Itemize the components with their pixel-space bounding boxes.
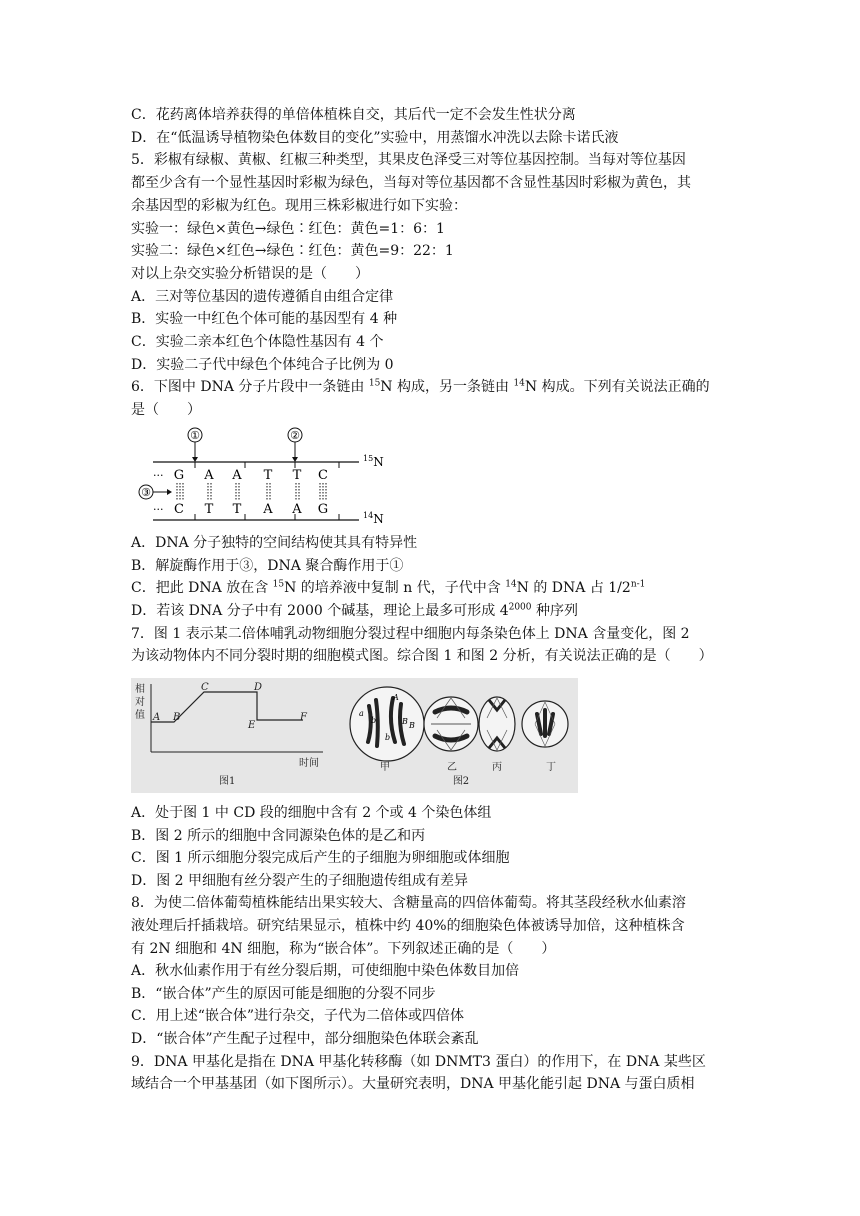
superscript: 15 xyxy=(368,378,381,389)
base-top-4: T xyxy=(263,468,273,483)
text-run: N 的 DNA 占 1/2 xyxy=(516,580,631,596)
base-bottom-4: A xyxy=(263,502,273,517)
q5-experiment1: 实验一：绿色×黄色→绿色∶红色：黄色=1：6：1 xyxy=(131,221,445,237)
superscript: 15 xyxy=(272,579,285,590)
text-run: N 的培养液中复制 n 代，子代中含 xyxy=(284,580,506,596)
fig1-ylabel-1: 相 xyxy=(135,684,145,695)
svg-text:②: ② xyxy=(290,429,300,442)
svg-text:A: A xyxy=(393,693,399,702)
dots-top: ··· xyxy=(153,469,164,482)
cell-label-jia: 甲 xyxy=(380,762,390,773)
fig1-ylabel-2: 对 xyxy=(135,697,145,708)
cell-yi xyxy=(424,697,478,751)
q6-option-b: B．解旋酶作用于③，DNA 聚合酶作用于① xyxy=(131,558,404,574)
q8-option-c: C．用上述“嵌合体”进行杂交，子代为二倍体或四倍体 xyxy=(131,1008,465,1024)
q5-option-d: D．实验二子代中绿色个体纯合子比例为 0 xyxy=(131,357,394,373)
q7-option-c: C．图 1 所示细胞分裂完成后产生的子细胞为卵细胞或体细胞 xyxy=(131,850,510,866)
dots-bottom: ··· xyxy=(153,503,164,516)
base-top-6: C xyxy=(318,468,328,483)
fig1-point-c: C xyxy=(201,682,209,693)
q4-option-d: D．在“低温诱导植物染色体数目的变化”实验中，用蒸馏水冲洗以去除卡诺氏液 xyxy=(131,130,619,146)
superscript: 14 xyxy=(505,579,517,590)
label-15n: $^{15}$N xyxy=(363,454,384,469)
q8-option-b: B．“嵌合体”产生的原因可能是细胞的分裂不同步 xyxy=(131,986,436,1002)
q6-option-a: A．DNA 分子独特的空间结构使其具有特异性 xyxy=(131,535,418,551)
marker-2 xyxy=(288,428,302,462)
svg-text:B: B xyxy=(409,721,415,730)
q5-option-b: B．实验一中红色个体可能的基因型有 4 种 xyxy=(131,311,398,327)
fig1-point-d: D xyxy=(254,682,263,693)
svg-text:B: B xyxy=(402,717,408,726)
base-bottom-3: T xyxy=(232,502,242,517)
fig1-ylabel-3: 值 xyxy=(135,710,145,721)
base-bottom-2: T xyxy=(204,502,214,517)
base-bottom-5: A xyxy=(292,502,302,517)
cell-label-bing: 丙 xyxy=(492,762,502,773)
cell-label-ding: 丁 xyxy=(546,762,556,773)
superscript: 14 xyxy=(513,378,525,389)
cell-jia xyxy=(350,687,424,761)
q8-stem-line1: 8．为使二倍体葡萄植株能结出果实较大、含糖量高的四倍体葡萄。将其茎段经秋水仙素溶 xyxy=(131,895,686,911)
fig1-point-a: A xyxy=(153,712,161,723)
q8-stem-line3: 有 2N 细胞和 4N 细胞，称为“嵌合体”。下列叙述正确的是（ ） xyxy=(131,941,556,957)
text-run: C．把此 DNA 放在含 xyxy=(131,580,273,596)
fig1-point-e: E xyxy=(248,720,256,731)
q6-stem-line1 xyxy=(131,377,710,398)
q5-stem-line1: 5．彩椒有绿椒、黄椒、红椒三种类型，其果皮色泽受三对等位基因控制。当每对等位基因 xyxy=(131,152,686,168)
svg-text:③: ③ xyxy=(141,486,151,499)
base-top-3: A xyxy=(232,468,242,483)
q9-stem-line1: 9．DNA 甲基化是指在 DNA 甲基化转移酶（如 DNMT3 蛋白）的作用下，在 DNA 某些区 xyxy=(131,1054,706,1070)
marker-1 xyxy=(188,428,202,462)
q6-option-d xyxy=(131,601,578,622)
base-bottom-6: G xyxy=(317,502,329,517)
fig1-point-b: B xyxy=(173,712,181,723)
q4-option-c: C．花药离体培养获得的单倍体植株自交，其后代一定不会发生性状分离 xyxy=(131,107,576,123)
q5-experiment2: 实验二：绿色×红色→绿色∶红色：黄色=9：22：1 xyxy=(131,243,454,259)
q6-stem-line2: 是（ ） xyxy=(131,402,201,418)
q8-option-a: A．秋水仙素作用于有丝分裂后期，可使细胞中染色体数目加倍 xyxy=(131,963,520,979)
q9-stem-line2: 域结合一个甲基基团（如下图所示）。大量研究表明，DNA 甲基化能引起 DNA 与蛋白质相 xyxy=(131,1076,695,1092)
label-14n: $^{14}$N xyxy=(363,511,384,526)
q5-question: 对以上杂交实验分析错误的是（ ） xyxy=(131,266,369,282)
text-run: 种序列 xyxy=(531,603,578,619)
cell-label-yi: 乙 xyxy=(447,762,457,773)
q5-option-c: C．实验二亲本红色个体隐性基因有 4 个 xyxy=(131,334,384,350)
q7-stem-line1: 7．图 1 表示某二倍体哺乳动物细胞分裂过程中细胞内每条染色体上 DNA 含量变化，图 2 xyxy=(131,626,690,642)
svg-text:①: ① xyxy=(190,429,200,442)
base-top-2: A xyxy=(204,468,214,483)
q7-option-b: B．图 2 所示的细胞中含同源染色体的是乙和丙 xyxy=(131,828,426,844)
cell-bing xyxy=(479,697,515,751)
svg-text:b: b xyxy=(385,733,391,742)
superscript: 2000 xyxy=(508,602,532,613)
marker-3 xyxy=(139,485,172,499)
base-top-5: T xyxy=(292,468,302,483)
svg-text:b: b xyxy=(371,716,377,725)
q7-option-a: A．处于图 1 中 CD 段的细胞中含有 2 个或 4 个染色体组 xyxy=(131,805,492,821)
fig1-point-f: F xyxy=(300,712,307,723)
dna-fragment-figure xyxy=(131,424,401,530)
q5-stem-line2: 都至少含有一个显性基因时彩椒为绿色，当每对等位基因都不含显性基因时彩椒为黄色，其 xyxy=(131,175,691,191)
q5-option-a: A．三对等位基因的遗传遵循自由组合定律 xyxy=(131,289,394,305)
base-top-1: G xyxy=(173,468,185,483)
fig1-caption: 图1 xyxy=(219,776,236,787)
q7-option-d: D．图 2 甲细胞有丝分裂产生的子细胞遗传组成有差异 xyxy=(131,873,469,889)
text-run: N 构成，另一条链由 xyxy=(380,379,514,395)
fig2-caption: 图2 xyxy=(452,776,470,787)
text-run: N 构成。下列有关说法正确的 xyxy=(524,379,710,395)
superscript: n-1 xyxy=(630,579,646,590)
q8-stem-line2: 液处理后扦插栽培。研究结果显示，植株中约 40%的细胞染色体被诱导加倍，这种植株含 xyxy=(131,918,685,934)
text-run: 6．下图中 DNA 分子片段中一条链由 xyxy=(131,379,369,395)
q5-stem-line3: 余基因型的彩椒为红色。现用三株彩椒进行如下实验： xyxy=(131,198,467,214)
svg-text:a: a xyxy=(359,709,364,718)
cell-ding xyxy=(522,701,568,747)
q8-option-d: D．“嵌合体”产生配子过程中，部分细胞染色体联会紊乱 xyxy=(131,1031,479,1047)
q6-option-c xyxy=(131,578,645,599)
text-run: D．若该 DNA 分子中有 2000 个碱基，理论上最多可形成 4 xyxy=(131,603,509,619)
base-bottom-1: C xyxy=(174,502,184,517)
q7-stem-line2: 为该动物体内不同分裂时期的细胞模式图。综合图 1 和图 2 分析，有关说法正确的是（ ） xyxy=(131,648,713,664)
fig1-xlabel: 时间 xyxy=(299,758,319,769)
cell-division-figure xyxy=(131,678,578,793)
